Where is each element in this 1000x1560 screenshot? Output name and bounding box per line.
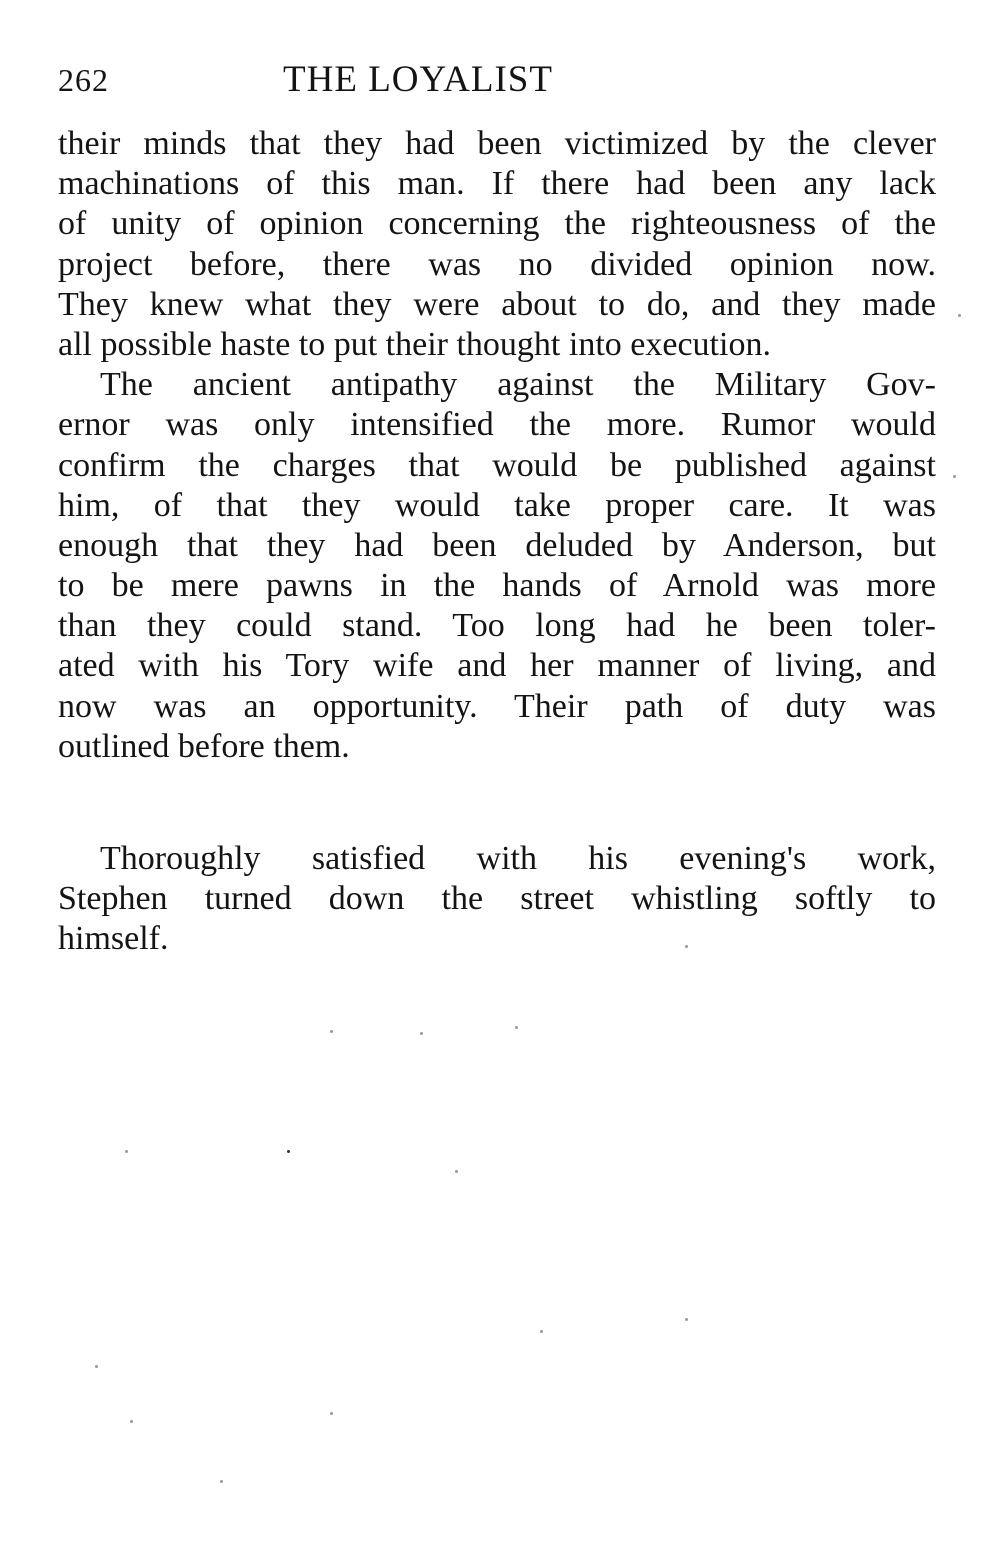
text-line: Thoroughly satisfied with his evening's work, <box>100 840 936 877</box>
text-line: machinations of this man. If there had been any lack <box>58 165 936 203</box>
scan-speck <box>287 1150 290 1153</box>
paragraph-2 <box>58 365 936 767</box>
text-line: enough that they had been deluded by Anderson, but <box>58 526 936 564</box>
text-line: their minds that they had been victimized by the clever <box>58 125 936 162</box>
scan-speck <box>220 1480 223 1483</box>
text-line: of unity of opinion concerning the righteousness of the <box>58 205 936 243</box>
scan-speck <box>515 1026 518 1029</box>
scan-speck <box>455 1170 458 1173</box>
scan-speck <box>125 1150 128 1153</box>
body-text <box>58 124 936 960</box>
section-break <box>58 767 936 839</box>
scan-speck <box>958 314 961 317</box>
page-number: 262 <box>58 62 109 98</box>
text-line: outlined before them. <box>58 727 350 765</box>
text-line: himself. <box>58 920 169 958</box>
scan-speck <box>95 1365 98 1368</box>
text-line: to be mere pawns in the hands of Arnold was more <box>58 567 936 605</box>
text-line: Stephen turned down the street whistling softly to <box>58 880 936 918</box>
text-line: They knew what they were about to do, and they made <box>58 285 936 323</box>
text-line: all possible haste to put their thought into execution. <box>58 325 771 363</box>
text-line: ernor was only intensified the more. Rumor would <box>58 406 936 444</box>
text-line: project before, there was no divided opinion now. <box>58 245 936 283</box>
scan-speck <box>420 1032 423 1035</box>
text-line: ated with his Tory wife and her manner of living, and <box>58 647 936 685</box>
text-line: than they could stand. Too long had he been toler- <box>58 607 936 645</box>
scan-speck <box>130 1420 133 1423</box>
scan-speck <box>953 475 956 478</box>
paragraph-3 <box>58 839 936 960</box>
text-line: him, of that they would take proper care. It was <box>58 486 936 524</box>
scan-speck <box>330 1030 333 1033</box>
text-line: confirm the charges that would be published against <box>58 446 936 484</box>
running-title: THE LOYALIST <box>283 59 553 100</box>
scan-speck <box>330 1412 333 1415</box>
scan-speck <box>685 945 688 948</box>
scan-speck <box>685 1318 688 1321</box>
text-line: now was an opportunity. Their path of duty was <box>58 687 936 725</box>
text-line: The ancient antipathy against the Military Gov- <box>100 366 936 404</box>
paragraph-1 <box>58 124 936 365</box>
scan-speck <box>540 1330 543 1333</box>
page-header <box>58 58 938 102</box>
